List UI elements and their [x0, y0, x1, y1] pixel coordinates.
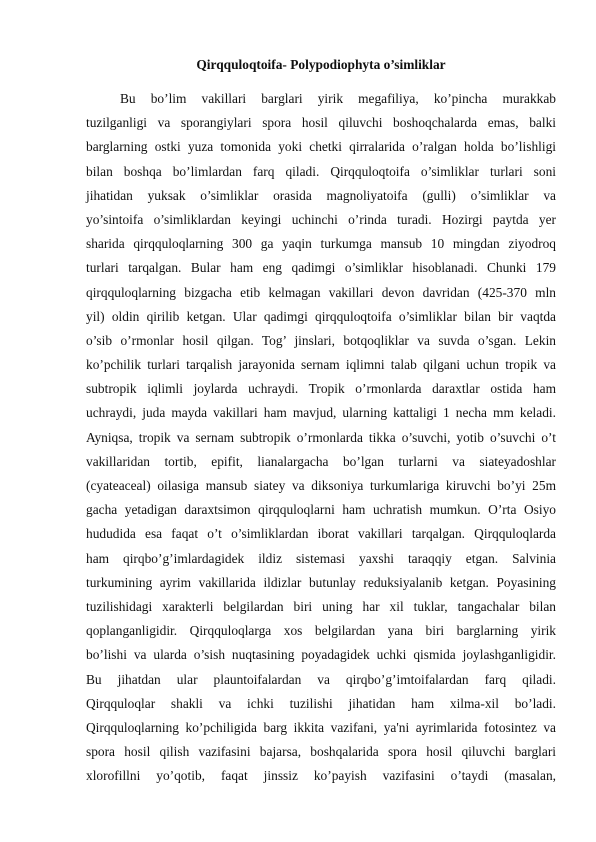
document-page: [86, 56, 556, 788]
paragraph-line: tuzilganligi va sporangiylari spora hosil qiluvchi boshoqchalarda emas, balki: [86, 115, 556, 131]
paragraph-line: jihatidan yuksak o’simliklar orasida magnoliyatoifa (gulli) o’simliklar va: [86, 187, 556, 203]
paragraph-line: gacha yetadigan daraxtsimon qirqquloqlarni ham uchratish mumkun. O’rta Osiyo: [86, 502, 556, 518]
paragraph-line: barglarning ostki yuza tomonida yoki chetki qirralarida o’ralgan holda bo’lishligi: [86, 139, 556, 155]
paragraph-line: hududida esa faqat o’t o’simliklardan iborat vakillari tarqalgan. Qirqquloqlarda: [86, 526, 556, 542]
paragraph-line: bilan boshqa bo’limlardan farq qiladi. Qirqquloqtoifa o’simliklar turlari soni: [86, 163, 556, 179]
paragraph-line: yil) oldin qirilib ketgan. Ular qadimgi qirqquloqtoifa o’simliklar bilan bir vaqtda: [86, 308, 556, 324]
paragraph-line: sharida qirqquloqlarning 300 ga yaqin turkumga mansub 10 mingdan ziyodroq: [86, 236, 556, 252]
paragraph-line: vakillaridan tortib, epifit, lianalargacha bo’lgan turlarni va siateyadoshlar: [86, 453, 556, 469]
paragraph-line: Qirqquloqlar shakli va ichki tuzilishi jihatidan ham xilma-xil bo’ladi.: [86, 695, 556, 711]
paragraph-line: qirqquloqlarning bizgacha etib kelmagan vakillari devon davridan (425-370 mln: [86, 284, 556, 300]
paragraph-line: yo’sintoifa o’simliklardan keyingi uchinchi o’rinda turadi. Hozirgi paytda yer: [86, 211, 556, 227]
paragraph-line: uchraydi, juda mayda vakillari ham mavjud, ularning kattaligi 1 necha mm keladi.: [86, 405, 556, 421]
paragraph-line: qoplanganligidir. Qirqquloqlarga xos belgilardan yana biri barglarning yirik: [86, 623, 556, 639]
paragraph-line: spora hosil qilish vazifasini bajarsa, boshqalarida spora hosil qiluvchi barglari: [86, 744, 556, 760]
document-title: Qirqquloqtoifa- Polypodiophyta o’simliklar: [196, 57, 446, 72]
paragraph-line: o’sib o’rmonlar hosil qilgan. Tog’ jinslari, botqoqliklar va suvda o’sgan. Lekin: [86, 332, 556, 348]
paragraph-line: turkumining ayrim vakillarida ildizlar butunlay reduksiyalanib ketgan. Poyasining: [86, 574, 556, 590]
paragraph-line: Qirqquloqlarning ko’pchiligida barg ikkita vazifani, ya'ni ayrimlarida fotosintez va: [86, 719, 556, 735]
paragraph-line: (cyateaceal) oilasiga mansub siatey va diksoniya turkumlariga kiruvchi bo’yi 25m: [86, 478, 556, 493]
paragraph-line: Bu bo’lim vakillari barglari yirik megafiliya, ko’pincha murakkab: [120, 91, 556, 106]
paragraph-line: ko’pchilik turlari tarqalish jarayonida sernam iqlimni talab qilgani uchun tropik va: [86, 357, 556, 373]
paragraph-line: ham qirqbo’g’imlardagidek ildiz sistemasi yaxshi taraqqiy etgan. Salvinia: [86, 550, 556, 566]
paragraph-line: Ayniqsa, tropik va sernam subtropik o’rmonlarda tikka o’suvchi, yotib o’suvchi o’t: [86, 429, 556, 445]
paragraph-line: Bu jihatdan ular plauntoifalardan va qirqbo’g’imtoifalardan farq qiladi.: [86, 671, 556, 687]
paragraph-line: subtropik iqlimli joylarda uchraydi. Tropik o’rmonlarda daraxtlar ostida ham: [86, 381, 556, 397]
paragraph-line: xlorofillni yo’qotib, faqat jinssiz ko’payish vazifasini o’taydi (masalan,: [86, 768, 556, 784]
body-paragraph: [86, 87, 556, 788]
paragraph-line: bo’lishi va ularda o’sish nuqtasining poyadagidek uchki qismida joylashganligidir.: [86, 647, 556, 663]
paragraph-line: tuzilishidagi xarakterli belgilardan biri uning har xil tuklar, tangachalar bilan: [86, 598, 556, 614]
paragraph-line: turlari tarqalgan. Bular ham eng qadimgi o’simliklar hisoblanadi. Chunki 179: [86, 260, 556, 276]
